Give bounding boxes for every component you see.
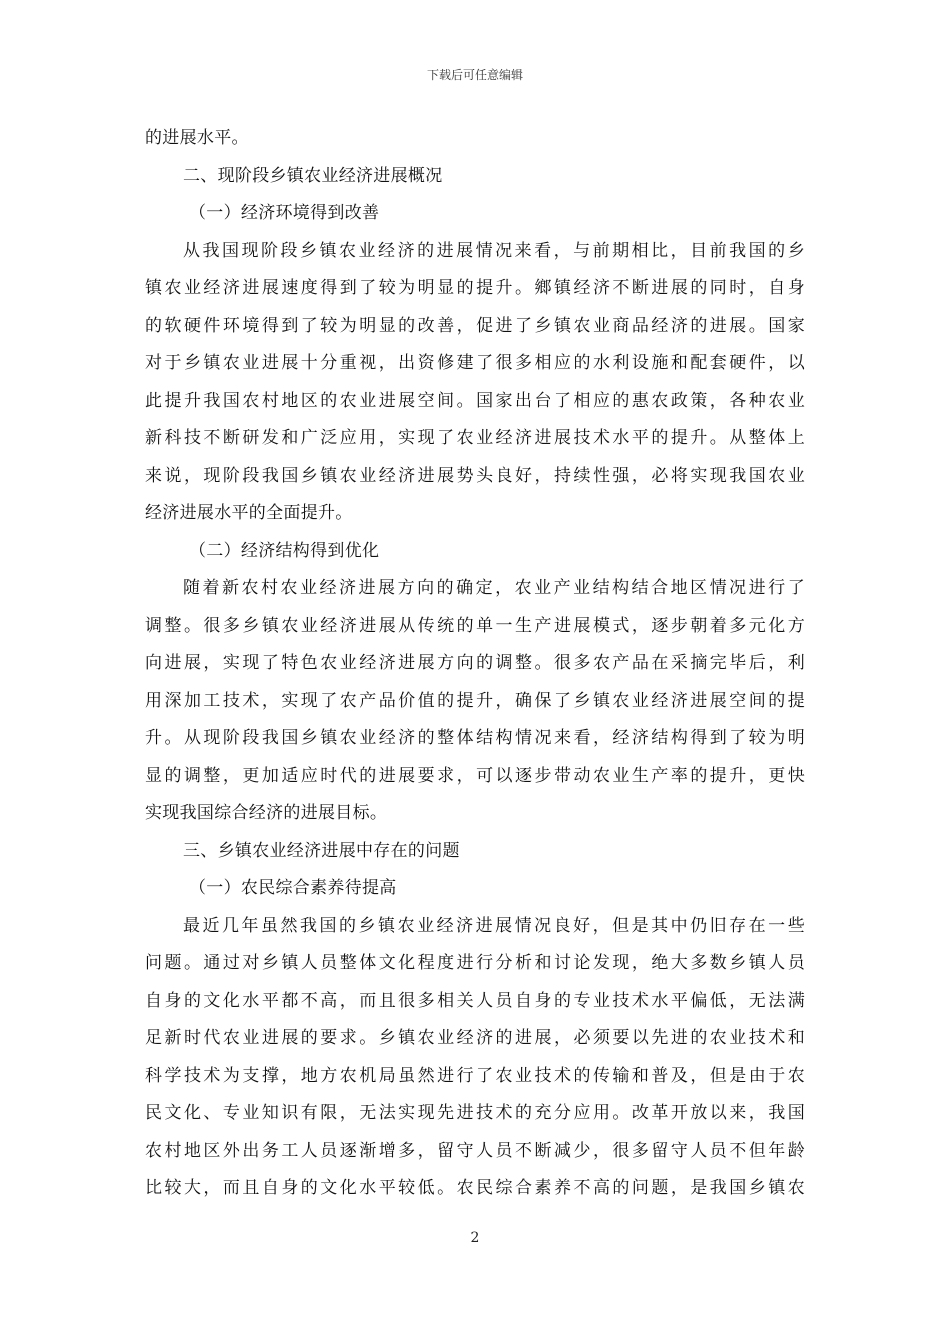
paragraph-line: 对于乡镇农业进展十分重视，出资修建了很多相应的水利设施和配套硬件，以 [145, 353, 805, 373]
paragraph-line: 自身的文化水平都不高，而且很多相关人员自身的专业技术水平偏低，无法满 [145, 990, 805, 1011]
document-body [145, 120, 805, 1208]
paragraph-line: 的软硬件环境得到了较为明显的改善，促进了乡镇农业商品经济的进展。国家 [145, 315, 805, 336]
paragraph-line: 足新时代农业进展的要求。乡镇农业经济的进展，必须要以先进的农业技术和 [145, 1028, 805, 1048]
paragraph-line: 科学技术为支撑，地方农机局虽然进行了农业技术的传输和普及，但是由于农 [145, 1065, 805, 1086]
paragraph-line: 调整。很多乡镇农业经济进展从传统的单一生产进展模式，逐步朝着多元化方 [145, 615, 805, 636]
paragraph-line: 经济进展水平的全面提升。 [145, 503, 353, 523]
paragraph-line: 显的调整，更加适应时代的进展要求，可以逐步带动农业生产率的提升，更快 [145, 765, 805, 786]
paragraph-line: 用深加工技术，实现了农产品价值的提升，确保了乡镇农业经济进展空间的提 [145, 690, 805, 711]
paragraph-line: 升。从现阶段我国乡镇农业经济的整体结构情况来看，经济结构得到了较为明 [145, 728, 805, 748]
paragraph-line: 镇农业经济进展速度得到了较为明显的提升。鄉镇经济不断进展的同时，自身 [145, 278, 805, 298]
paragraph-line: 比较大，而且自身的文化水平较低。农民综合素养不高的问题，是我国乡镇农 [145, 1178, 805, 1198]
paragraph-line: 新科技不断研发和广泛应用，实现了农业经济进展技术水平的提升。从整体上 [145, 428, 805, 448]
paragraph-line: 此提升我国农村地区的农业进展空间。国家出台了相应的惠农政策，各种农业 [145, 390, 805, 411]
page-header: 下载后可任意编辑 [426, 68, 523, 82]
subsection-heading-2-2: （二）经济结构得到优化 [189, 540, 380, 561]
paragraph-line: 的进展水平。 [145, 128, 249, 148]
subsection-heading-2-1: （一）经济环境得到改善 [189, 203, 380, 223]
paragraph-line: 农村地区外出务工人员逐渐增多，留守人员不断减少，很多留守人员不但年龄 [145, 1140, 805, 1161]
paragraph-line: 向进展，实现了特色农业经济进展方向的调整。很多农产品在采摘完毕后，利 [145, 653, 805, 673]
paragraph-line: 问题。通过对乡镇人员整体文化程度进行分析和讨论发现，绝大多数乡镇人员 [145, 953, 805, 973]
section-heading-2: 二、现阶段乡镇农业经济进展概况 [183, 165, 443, 186]
paragraph-line: 随着新农村农业经济进展方向的确定，农业产业结构结合地区情况进行了 [183, 578, 805, 598]
paragraph-line: 最近几年虽然我国的乡镇农业经济进展情况良好，但是其中仍旧存在一些 [183, 915, 805, 936]
paragraph-line: 从我国现阶段乡镇农业经济的进展情况来看，与前期相比，目前我国的乡 [183, 240, 805, 261]
paragraph-line: 民文化、专业知识有限，无法实现先进技术的充分应用。改革开放以来，我国 [145, 1103, 805, 1123]
section-heading-3: 三、乡镇农业经济进展中存在的问题 [183, 840, 460, 861]
paragraph-line: 来说，现阶段我国乡镇农业经济进展势头良好，持续性强，必将实现我国农业 [145, 465, 805, 486]
page-number: 2 [470, 1230, 480, 1246]
paragraph-line: 实现我国综合经济的进展目标。 [145, 803, 388, 823]
subsection-heading-3-1: （一）农民综合素养待提高 [189, 878, 397, 898]
